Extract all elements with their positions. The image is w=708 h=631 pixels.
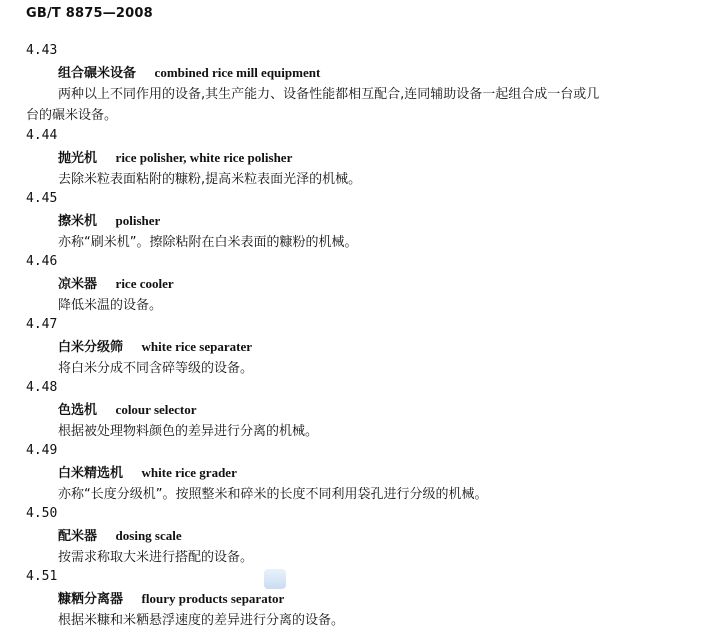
term-chinese: 擦米机 bbox=[58, 214, 98, 229]
term-definition: 降低米温的设备。 bbox=[58, 298, 163, 313]
term-definition: 去除米粒表面粘附的糠粉,提高米粒表面光泽的机械。 bbox=[58, 172, 362, 187]
term-definition: 亦称“刷米机”。擦除粘附在白米表面的糠粉的机械。 bbox=[58, 235, 358, 250]
term-english: rice cooler bbox=[115, 276, 174, 291]
term-definition: 按需求称取大米进行搭配的设备。 bbox=[58, 550, 254, 565]
term-english: polisher bbox=[115, 213, 161, 228]
term-english: dosing scale bbox=[115, 528, 182, 543]
term-english: colour selector bbox=[115, 402, 197, 417]
term-chinese: 白米精选机 bbox=[58, 466, 124, 481]
term-heading bbox=[58, 590, 284, 609]
term-english: combined rice mill equipment bbox=[154, 65, 321, 80]
term-heading bbox=[58, 338, 252, 357]
clause-number: 4.45 bbox=[26, 191, 58, 206]
clause-number: 4.46 bbox=[26, 254, 58, 269]
clause-number: 4.49 bbox=[26, 443, 58, 458]
term-english: floury products separator bbox=[141, 591, 285, 606]
term-entry-4-48 bbox=[0, 379, 708, 442]
term-english: white rice separater bbox=[141, 339, 252, 354]
term-chinese: 糠粞分离器 bbox=[58, 592, 124, 607]
term-definition-continued: 台的碾米设备。 bbox=[26, 108, 118, 123]
term-heading bbox=[58, 464, 237, 483]
clause-number: 4.48 bbox=[26, 380, 58, 395]
term-list bbox=[0, 42, 708, 631]
standard-number-header: GB/T 8875—2008 bbox=[26, 6, 153, 21]
term-entry-4-51 bbox=[0, 568, 708, 631]
clause-number: 4.44 bbox=[26, 128, 58, 143]
term-chinese: 色选机 bbox=[58, 403, 98, 418]
term-entry-4-50 bbox=[0, 505, 708, 568]
term-definition: 根据米糠和米粞悬浮速度的差异进行分离的设备。 bbox=[58, 613, 345, 628]
term-heading bbox=[58, 527, 182, 546]
term-entry-4-45 bbox=[0, 190, 708, 253]
term-definition: 亦称“长度分级机”。按照整米和碎米的长度不同利用袋孔进行分级的机械。 bbox=[58, 487, 488, 502]
term-heading bbox=[58, 149, 292, 168]
term-definition: 两种以上不同作用的设备,其生产能力、设备性能都相互配合,连同辅助设备一起组合成一台或几 bbox=[58, 87, 600, 102]
term-chinese: 组合碾米设备 bbox=[58, 66, 137, 81]
watermark-logo bbox=[264, 569, 286, 589]
term-heading bbox=[58, 401, 197, 420]
clause-number: 4.47 bbox=[26, 317, 58, 332]
term-entry-4-49 bbox=[0, 442, 708, 505]
clause-number: 4.50 bbox=[26, 506, 58, 521]
term-chinese: 配米器 bbox=[58, 529, 98, 544]
term-entry-4-47 bbox=[0, 316, 708, 379]
term-chinese: 凉米器 bbox=[58, 277, 98, 292]
term-english: white rice grader bbox=[141, 465, 237, 480]
term-entry-4-43 bbox=[0, 42, 708, 127]
term-entry-4-44 bbox=[0, 127, 708, 190]
term-chinese: 白米分级筛 bbox=[58, 340, 124, 355]
term-definition: 将白米分成不同含碎等级的设备。 bbox=[58, 361, 254, 376]
term-chinese: 抛光机 bbox=[58, 151, 98, 166]
term-english: rice polisher, white rice polisher bbox=[115, 150, 293, 165]
term-heading bbox=[58, 212, 160, 231]
clause-number: 4.43 bbox=[26, 43, 58, 58]
term-heading bbox=[58, 64, 320, 83]
term-heading bbox=[58, 275, 174, 294]
term-definition: 根据被处理物料颜色的差异进行分离的机械。 bbox=[58, 424, 319, 439]
term-entry-4-46 bbox=[0, 253, 708, 316]
clause-number: 4.51 bbox=[26, 569, 58, 584]
